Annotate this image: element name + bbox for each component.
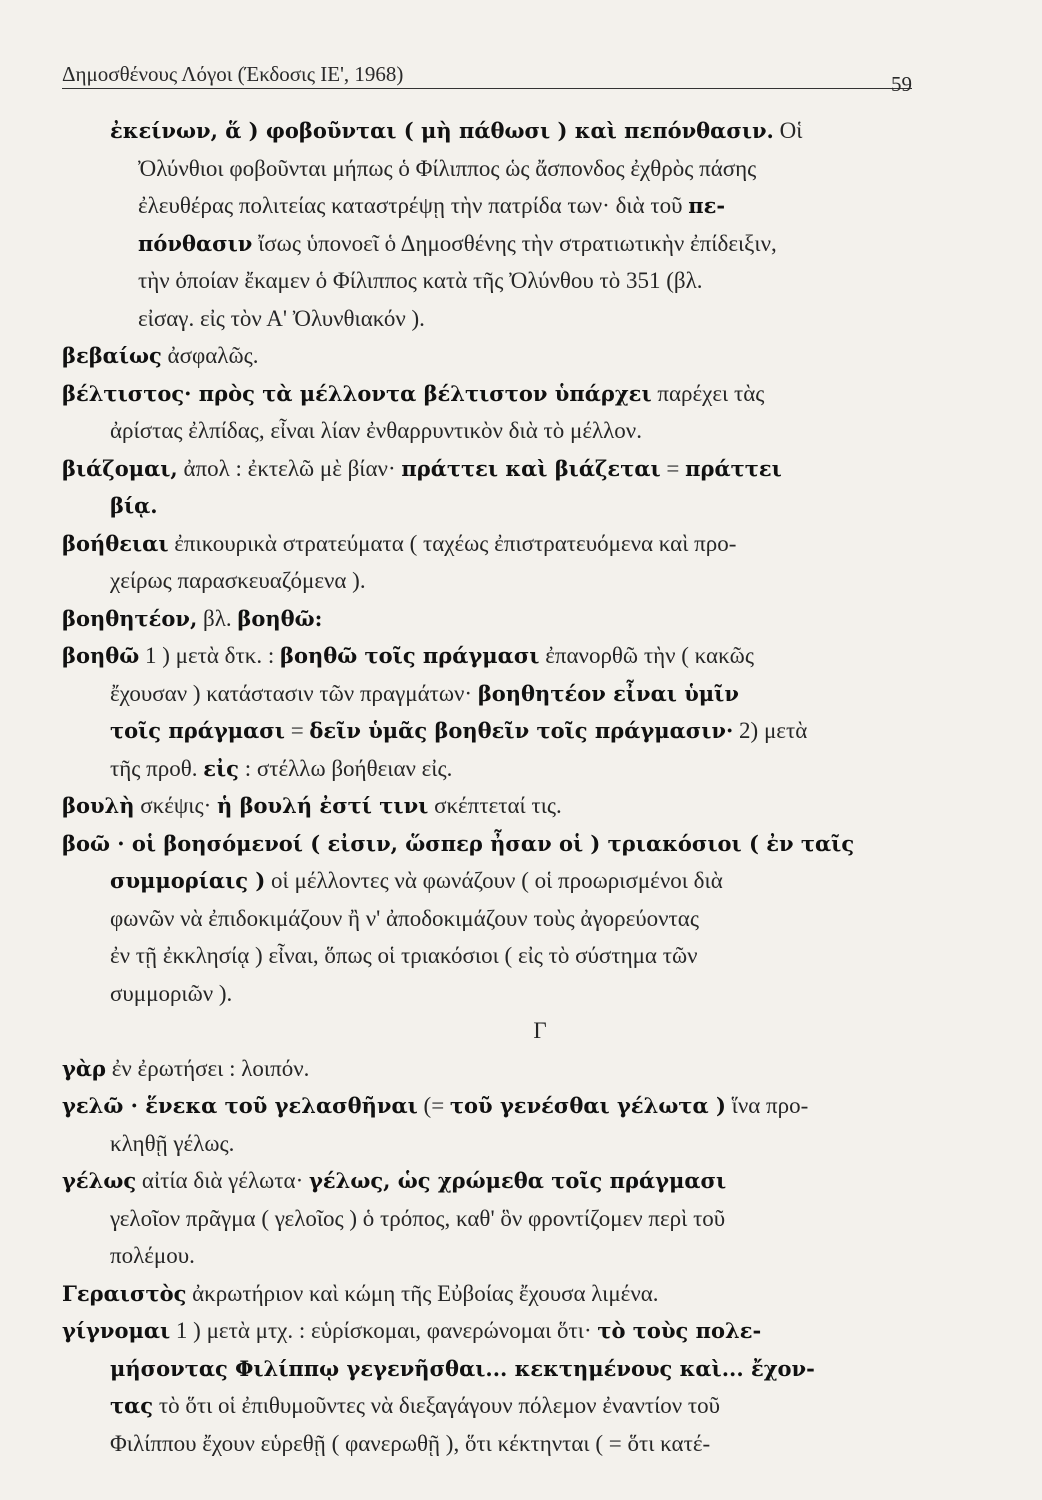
headword-segment: βέλτιστος· πρὸς τὰ μέλλοντα βέλτιστον ὑπάρχει — [62, 380, 652, 406]
text-line — [62, 825, 910, 863]
text-line — [110, 1425, 910, 1463]
headword-segment: τοῦ γενέσθαι γέλωτα ) — [449, 1093, 726, 1118]
gloss-segment: τὴν ὁποίαν ἔκαμεν ὁ Φίλιππος κατὰ τῆς Ὀλύνθου τὸ 351 (βλ. — [138, 268, 703, 293]
text-line — [62, 787, 910, 825]
text-line — [62, 1312, 910, 1350]
gloss-segment: τῆς προθ. — [110, 755, 204, 781]
headword-segment: τοῖς πράγμασι — [110, 718, 285, 743]
headword-segment: βοήθειαι — [62, 530, 169, 556]
headword-segment: τας — [110, 1393, 154, 1418]
gloss-segment: 2) μετὰ — [733, 718, 808, 743]
text-line — [110, 975, 910, 1013]
gloss-segment: ἴσως ὑπονοεῖ ὁ Δημοσθένης τὴν στρατιωτικὴν ἐπίδειξιν, — [252, 230, 777, 256]
text-line — [110, 750, 910, 788]
gloss-segment: = — [660, 455, 686, 481]
gloss-segment: ἐπικουρικὰ στρατεύματα ( ταχέως ἐπιστρατευόμενα καὶ προ- — [168, 530, 737, 556]
gloss-segment: 1 ) μετὰ μτχ. : εὑρίσκομαι, φανερώνομαι ὅτι· — [170, 1318, 598, 1343]
gloss-segment: ἐν τῇ ἐκκλησίᾳ ) εἶναι, ὅπως οἱ τριακόσιοι ( εἰς τὸ σύστημα τῶν — [110, 943, 698, 968]
headword-segment: γελῶ · ἕνεκα τοῦ γελασθῆναι — [62, 1093, 418, 1118]
text-line — [110, 300, 910, 338]
text-line — [62, 1275, 910, 1313]
headword-segment: πράττει καὶ βιάζεται — [401, 455, 661, 481]
gloss-segment: κληθῇ γέλως. — [110, 1130, 235, 1156]
headword-segment: Γεραιστὸς — [62, 1280, 187, 1306]
text-line — [110, 187, 910, 225]
gloss-segment: πολέμου. — [110, 1243, 195, 1268]
running-title: Δημοσθένους Λόγοι (Έκδοσις ΙΕ', 1968) — [62, 62, 404, 86]
gloss-segment: ἀρίστας ἐλπίδας, εἶναι λίαν ἐνθαρρυντικὸν διὰ τὸ μέλλον. — [110, 418, 642, 443]
headword-segment: γίγνομαι — [62, 1318, 171, 1343]
headword-segment: εἰς — [203, 755, 239, 781]
headword-segment: τὸ τοὺς πολε- — [597, 1318, 762, 1343]
text-line — [110, 412, 910, 450]
gloss-segment: Γ — [533, 1018, 547, 1043]
text-line — [110, 862, 910, 900]
gloss-segment: 1 ) μετὰ δτκ. : — [139, 643, 280, 668]
text-line — [110, 1012, 910, 1050]
gloss-segment: τὸ ὅτι οἱ ἐπιθυμοῦντες νὰ διεξαγάγουν πόλεμον ἐναντίον τοῦ — [153, 1393, 721, 1418]
running-header — [62, 56, 912, 96]
gloss-segment: οἱ μέλλοντες νὰ φωνάζουν ( οἱ προωρισμένοι διὰ — [265, 868, 723, 893]
text-line — [62, 600, 910, 638]
headword-segment: συμμορίαις ) — [110, 868, 266, 893]
text-line — [110, 225, 910, 263]
gloss-segment: : στέλλω βοήθειαν εἰς. — [238, 755, 453, 781]
gloss-segment: ἔχουσαν ) κατάστασιν τῶν πραγμάτων· — [110, 680, 478, 706]
text-line — [110, 900, 910, 938]
headword-segment: δεῖν ὑμᾶς βοηθεῖν τοῖς πράγμασιν· — [309, 718, 734, 743]
gloss-segment: ἐπανορθῶ τὴν ( κακῶς — [539, 643, 754, 668]
headword-segment: πε- — [688, 193, 726, 218]
headword-segment: βοηθητέον εἶναι ὑμῖν — [477, 680, 739, 706]
headword-segment: γέλως, ὡς χρώμεθα τοῖς πράγμασι — [309, 1168, 727, 1193]
gloss-segment: (= — [417, 1093, 450, 1118]
gloss-segment: ἐλευθέρας πολιτείας καταστρέψῃ τὴν πατρίδα των· διὰ τοῦ — [138, 193, 689, 218]
text-line — [110, 262, 910, 300]
gloss-segment: συμμοριῶν ). — [110, 980, 233, 1006]
text-line — [110, 1350, 910, 1388]
text-line — [62, 450, 910, 488]
headword-segment: βοηθῶ τοῖς πράγμασι — [280, 643, 540, 668]
text-line — [62, 1162, 910, 1200]
gloss-segment: ἀσφαλῶς. — [161, 343, 259, 368]
text-line — [110, 150, 910, 188]
headword-segment: ἐκείνων, ἅ ) φοβοῦνται ( μὴ πάθωσι ) καὶ πεπόνθασιν. — [110, 118, 774, 143]
gloss-segment: παρέχει τὰς — [651, 380, 765, 406]
headword-segment: μήσοντας Φιλίππῳ γεγενῆσθαι... κεκτημένους καὶ... ἔχον- — [110, 1355, 815, 1381]
text-line — [110, 1237, 910, 1275]
gloss-segment: σκέπτεταί τις. — [428, 793, 562, 818]
glossary-body — [62, 112, 910, 1462]
gloss-segment: βλ. — [197, 605, 238, 631]
headword-segment: γὰρ — [62, 1055, 106, 1081]
text-line — [110, 487, 910, 525]
headword-segment: πράττει — [685, 455, 782, 481]
gloss-segment: φωνῶν νὰ ἐπιδοκιμάζουν ἢ ν' ἀποδοκιμάζουν τοὺς ἀγορεύοντας — [110, 905, 699, 931]
headword-segment: βεβαίως — [62, 343, 162, 368]
headword-segment: βοηθητέον, — [62, 605, 198, 631]
text-line — [110, 562, 910, 600]
gloss-segment: αἰτία διὰ γέλωτα· — [136, 1168, 309, 1193]
headword-segment: γέλως — [62, 1168, 137, 1193]
headword-segment: βουλὴ — [62, 793, 135, 818]
text-line — [62, 1050, 910, 1088]
gloss-segment: Οἱ — [773, 118, 803, 143]
headword-segment: ἡ βουλή ἐστί τινι — [217, 793, 429, 818]
gloss-segment: εἰσαγ. εἰς τὸν Α' Ὀλυνθιακόν ). — [138, 305, 425, 331]
gloss-segment: ἀπολ : ἐκτελῶ μὲ βίαν· — [177, 455, 402, 481]
text-line — [110, 675, 910, 713]
headword-segment: βοηθῶ: — [237, 605, 323, 631]
text-line — [110, 1387, 910, 1425]
headword-segment: βοηθῶ — [62, 643, 140, 668]
headword-segment: βίᾳ. — [110, 493, 158, 518]
headword-segment: πόνθασιν — [138, 230, 253, 256]
text-line — [110, 712, 910, 750]
text-line — [62, 637, 910, 675]
gloss-segment: Φιλίππου ἔχουν εὑρεθῇ ( φανερωθῇ ), ὅτι κέκτηνται ( = ὅτι κατέ- — [110, 1430, 711, 1456]
text-line — [110, 112, 910, 150]
gloss-segment: ἐν ἐρωτήσει : λοιπόν. — [106, 1055, 310, 1081]
headword-segment: βιάζομαι, — [62, 455, 178, 481]
text-line — [110, 937, 910, 975]
text-line — [110, 1200, 910, 1238]
text-line — [62, 1087, 910, 1125]
gloss-segment: ἀκρωτήριον καὶ κώμη τῆς Εὐβοίας ἔχουσα λιμένα. — [186, 1280, 659, 1306]
text-line — [62, 337, 910, 375]
gloss-segment: σκέψις· — [134, 793, 218, 818]
text-line — [62, 375, 910, 413]
gloss-segment: χείρως παρασκευαζόμενα ). — [110, 568, 366, 593]
text-line — [110, 1125, 910, 1163]
gloss-segment: Ὀλύνθιοι φοβοῦνται μήπως ὁ Φίλιππος ὡς ἄσπονδος ἐχθρὸς πάσης — [138, 155, 757, 181]
text-line — [62, 525, 910, 563]
gloss-segment: ἵνα προ- — [725, 1093, 809, 1118]
gloss-segment: = — [284, 718, 310, 743]
gloss-segment: γελοῖον πρᾶγμα ( γελοῖος ) ὁ τρόπος, καθ' ὃν φροντίζομεν περὶ τοῦ — [110, 1205, 726, 1231]
headword-segment: βοῶ · οἱ βοησόμενοί ( εἰσιν, ὥσπερ ἦσαν οἱ ) τριακόσιοι ( ἐν ταῖς — [62, 830, 855, 856]
page-number: 59 — [891, 72, 912, 96]
